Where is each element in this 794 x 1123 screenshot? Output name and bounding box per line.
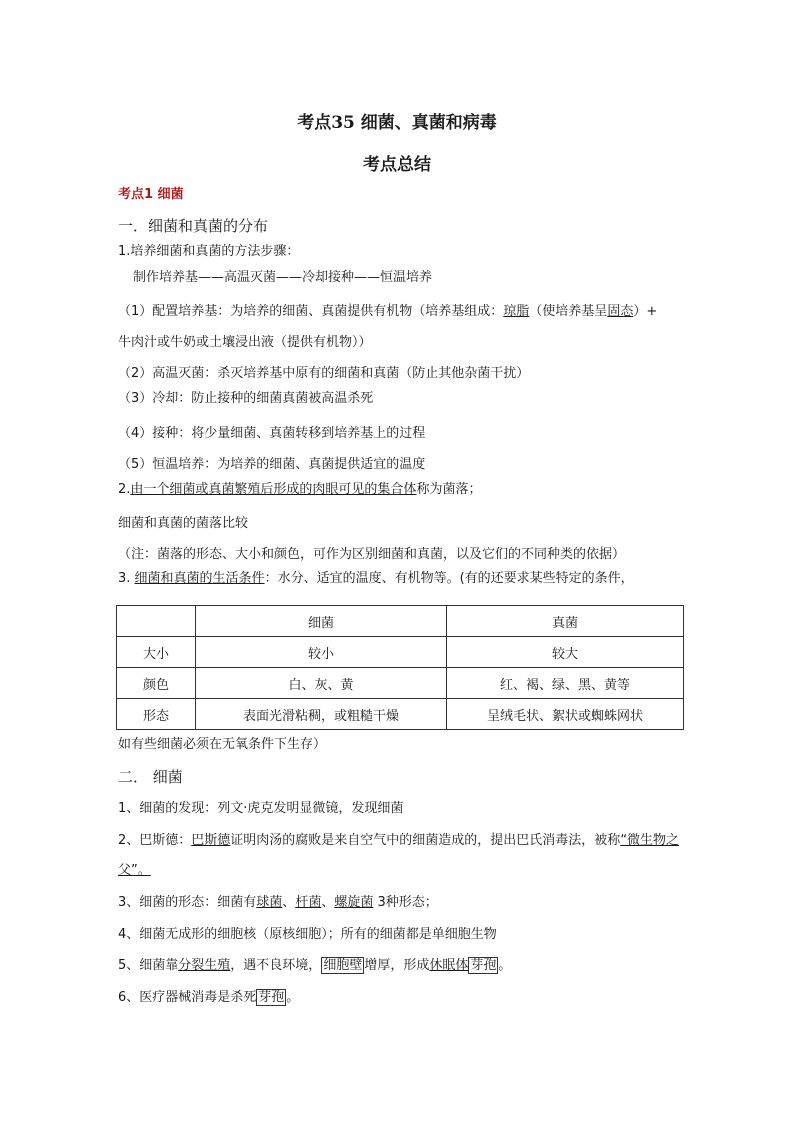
paragraph: 1.培养细菌和真菌的方法步骤：: [118, 244, 300, 259]
paragraph: 3. 细菌和真菌的生活条件：水分、适宜的温度、有机物等。(有的还要求某些特定的条件，: [118, 571, 634, 586]
underline-term: 细菌和真菌的生活条件: [134, 571, 265, 586]
paragraph: （4）接种：将少量细菌、真菌转移到培养基上的过程: [118, 426, 426, 441]
table-row: [117, 637, 684, 668]
table-cell: 红、褐、绿、黑、黄等: [447, 668, 684, 699]
underline-term: 巴斯德: [191, 833, 231, 848]
section-heading-bacteria: 考点1 细菌: [118, 187, 184, 202]
paragraph: 2、巴斯德：巴斯德证明肉汤的腐败是来自空气中的细菌造成的，提出巴氏消毒法，被称“微生物之: [118, 833, 680, 848]
underline-term: 分裂生殖: [178, 958, 231, 973]
paragraph: 6、医疗器械消毒是杀死 芽孢 。: [118, 990, 300, 1005]
table-cell: 颜色: [117, 668, 196, 699]
table-header-row: [117, 606, 684, 637]
table-cell: 大小: [117, 637, 196, 668]
paragraph: 如有些细菌必须在无氧条件下生存）: [118, 737, 327, 752]
table-row: [117, 699, 684, 730]
underline-term: 螺旋菌: [334, 895, 374, 910]
colony-comparison-table: [116, 605, 684, 730]
paragraph: 细菌和真菌的菌落比较: [118, 516, 249, 531]
underline-term: 固态: [607, 304, 634, 319]
table-cell: 形态: [117, 699, 196, 730]
paragraph: （3）冷却：防止接种的细菌真菌被高温杀死: [118, 391, 374, 406]
underline-term: 休眠体: [429, 958, 469, 973]
table-header-cell: 细菌: [196, 606, 447, 637]
boxed-term: 芽孢: [470, 958, 497, 973]
table-cell: 白、灰、黄: [196, 668, 447, 699]
paragraph: （5）恒温培养：为培养的细菌、真菌提供适宜的温度: [118, 457, 426, 472]
paragraph: 4、细菌无成形的细胞核（原核细胞）；所有的细菌都是单细胞生物: [118, 927, 497, 942]
underline-term: 杆菌: [295, 895, 322, 910]
boxed-term: 细胞壁: [323, 958, 363, 973]
paragraph: （注：菌落的形态、大小和颜色，可作为区别细菌和真菌，以及它们的不同种类的依据）: [118, 547, 626, 562]
doc-title: 考点35 细菌、真菌和病毒: [297, 113, 497, 133]
paragraph: 牛肉汁或牛奶或土壤浸出液（提供有机物））: [118, 335, 372, 350]
table-header-cell: [117, 606, 196, 637]
boxed-term: 芽孢: [258, 990, 285, 1005]
underline-term: 琼脂: [503, 304, 530, 319]
underline-term: 集合体: [377, 482, 417, 497]
table-cell: 呈绒毛状、絮状或蜘蛛网状: [447, 699, 684, 730]
table-row: [117, 668, 684, 699]
paragraph: 2.由一个细菌或真菌繁殖后形成的肉眼可见的集合体称为菌落；: [118, 482, 482, 497]
paragraph: （2）高温灭菌：杀灭培养基中原有的细菌和真菌（防止其他杂菌干扰）: [118, 366, 530, 381]
paragraph: （1）配置培养基：为培养的细菌、真菌提供有机物（培养基组成：琼脂（使培养基呈固态）+: [118, 304, 658, 319]
paragraph: 1、细菌的发现：列文·虎克发明显微镜，发现细菌: [118, 801, 404, 816]
table-cell: 表面光滑粘稠，或粗糙干燥: [196, 699, 447, 730]
underline-term: 父: [118, 863, 132, 878]
table-header-cell: 真菌: [447, 606, 684, 637]
paragraph: 5、细菌靠分裂生殖，遇不良环境， 细胞壁 增厚，形成休眠体 芽孢 。: [118, 958, 512, 973]
heading-bacteria: 二． 细菌: [118, 768, 183, 786]
doc-subtitle: 考点总结: [363, 155, 431, 175]
underline-term: “微生物之: [620, 833, 680, 848]
table-cell: 较小: [196, 637, 447, 668]
paragraph: 制作培养基——高温灭菌——冷却接种——恒温培养: [133, 270, 433, 285]
heading-distribution: 一．细菌和真菌的分布: [118, 217, 269, 235]
paragraph: 3、细菌的形态：细菌有球菌、杆菌、螺旋菌 3种形态；: [118, 895, 438, 910]
underline-term: 由一个细菌或真菌繁殖后形成的肉眼可见的: [130, 482, 378, 497]
underline-term: 球菌: [256, 895, 283, 910]
table-cell: 较大: [447, 637, 684, 668]
paragraph: 父”。: [118, 863, 151, 878]
